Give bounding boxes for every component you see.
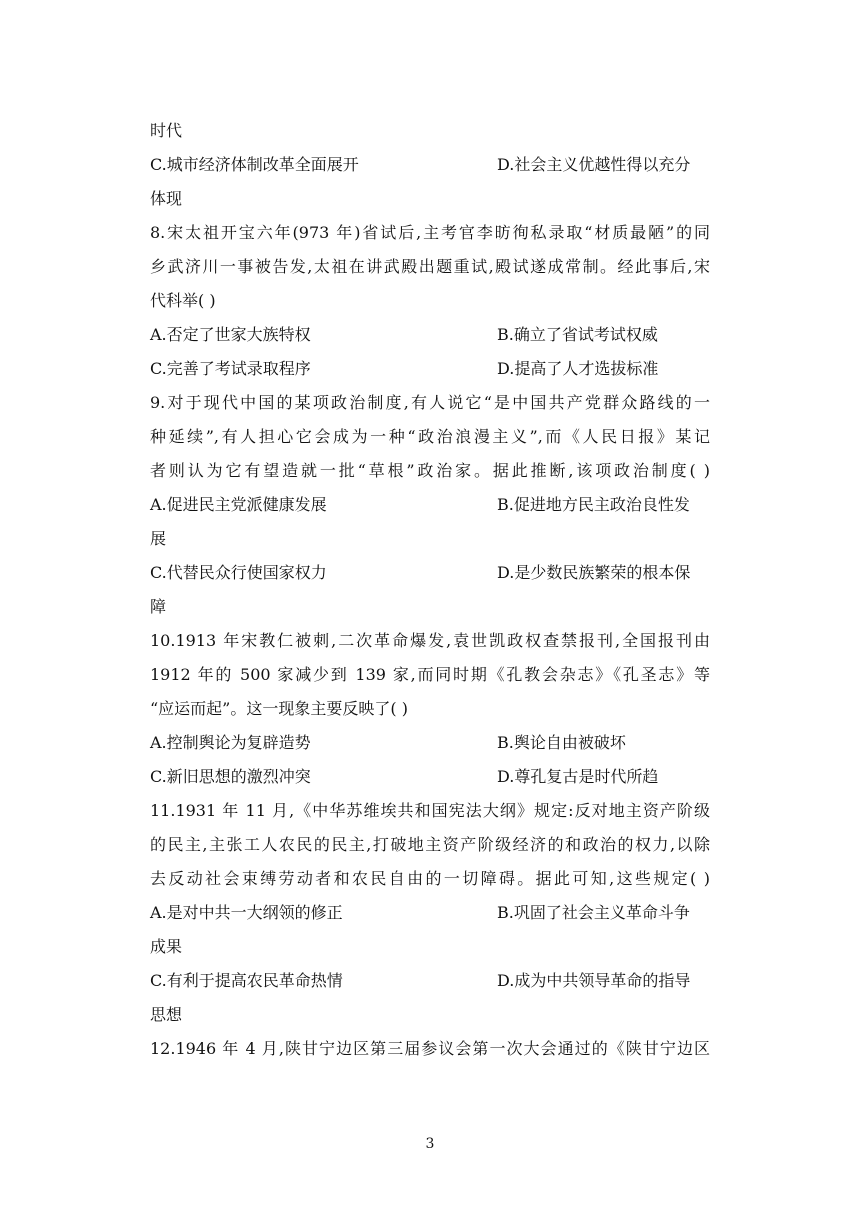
option-d: D.是少数民族繁荣的根本保 [497, 563, 691, 582]
option-b: B.促进地方民主政治良性发 [497, 495, 690, 514]
question-7-options-cd [150, 148, 710, 182]
question-8-options-cd [150, 352, 710, 386]
option-a: A.促进民主党派健康发展 [150, 495, 327, 514]
question-11-stem: 11.1931 年 11 月,《中华苏维埃共和国宪法大纲》规定:反对地主资产阶级 [150, 801, 710, 820]
option-b: B.巩固了社会主义革命斗争 [497, 903, 690, 922]
question-8-stem: 8.宋太祖开宝六年(973 年)省试后,主考官李昉徇私录取“材质最陋”的同 [150, 223, 710, 242]
text-line-continuation: 障 [150, 597, 167, 616]
option-d: D.社会主义优越性得以充分 [497, 155, 691, 174]
option-b: B.确立了省试考试权威 [497, 325, 658, 344]
question-12-stem: 12.1946 年 4 月,陕甘宁边区第三届参议会第一次大会通过的《陕甘宁边区 [150, 1039, 710, 1058]
option-d: D.成为中共领导革命的指导 [497, 971, 691, 990]
question-9-options-ab [150, 488, 710, 522]
option-a: A.否定了世家大族特权 [150, 325, 311, 344]
question-10-stem: 10.1913 年宋教仁被刺,二次革命爆发,袁世凯政权查禁报刊,全国报刊由 [150, 631, 710, 650]
text-line-continuation: 展 [150, 529, 167, 548]
question-10-stem: 1912 年的 500 家减少到 139 家,而同时期《孔教会杂志》《孔圣志》等 [150, 665, 710, 684]
question-11-stem: 去反动社会束缚劳动者和农民自由的一切障碍。据此可知,这些规定( ) [150, 869, 710, 888]
text-line-continuation: 体现 [150, 189, 183, 208]
question-8-options-ab [150, 318, 710, 352]
page-number: 3 [425, 1136, 435, 1152]
option-a: A.是对中共一大纲领的修正 [150, 903, 343, 922]
option-d: D.提高了人才选拔标准 [497, 359, 659, 378]
text-line-continuation: 成果 [150, 937, 183, 956]
option-a: A.控制舆论为复辟造势 [150, 733, 311, 752]
question-11-options-ab [150, 896, 710, 930]
option-c: C.有利于提高农民革命热情 [150, 971, 343, 990]
option-b: B.舆论自由被破坏 [497, 733, 626, 752]
question-9-stem: 者则认为它有望造就一批“草根”政治家。据此推断,该项政治制度( ) [150, 461, 710, 480]
option-c: C.城市经济体制改革全面展开 [150, 155, 359, 174]
text-line-continuation: 时代 [150, 121, 183, 140]
option-d: D.尊孔复古是时代所趋 [497, 767, 659, 786]
question-9-stem: 9.对于现代中国的某项政治制度,有人说它“是中国共产党群众路线的一 [150, 393, 710, 412]
question-10-stem: “应运而起”。这一现象主要反映了( ) [150, 699, 408, 718]
question-9-options-cd [150, 556, 710, 590]
question-8-stem: 乡武济川一事被告发,太祖在讲武殿出题重试,殿试遂成常制。经此事后,宋 [150, 257, 710, 276]
option-c: C.代替民众行使国家权力 [150, 563, 327, 582]
question-8-stem: 代科举( ) [150, 291, 216, 310]
question-11-stem: 的民主,主张工人农民的民主,打破地主资产阶级经济的和政治的权力,以除 [150, 835, 710, 854]
question-10-options-cd [150, 760, 710, 794]
option-c: C.新旧思想的激烈冲突 [150, 767, 311, 786]
question-11-options-cd [150, 964, 710, 998]
option-c: C.完善了考试录取程序 [150, 359, 311, 378]
question-10-options-ab [150, 726, 710, 760]
question-9-stem: 种延续”,有人担心它会成为一种“政治浪漫主义”,而《人民日报》某记 [150, 427, 710, 446]
text-line-continuation: 思想 [150, 1005, 183, 1024]
